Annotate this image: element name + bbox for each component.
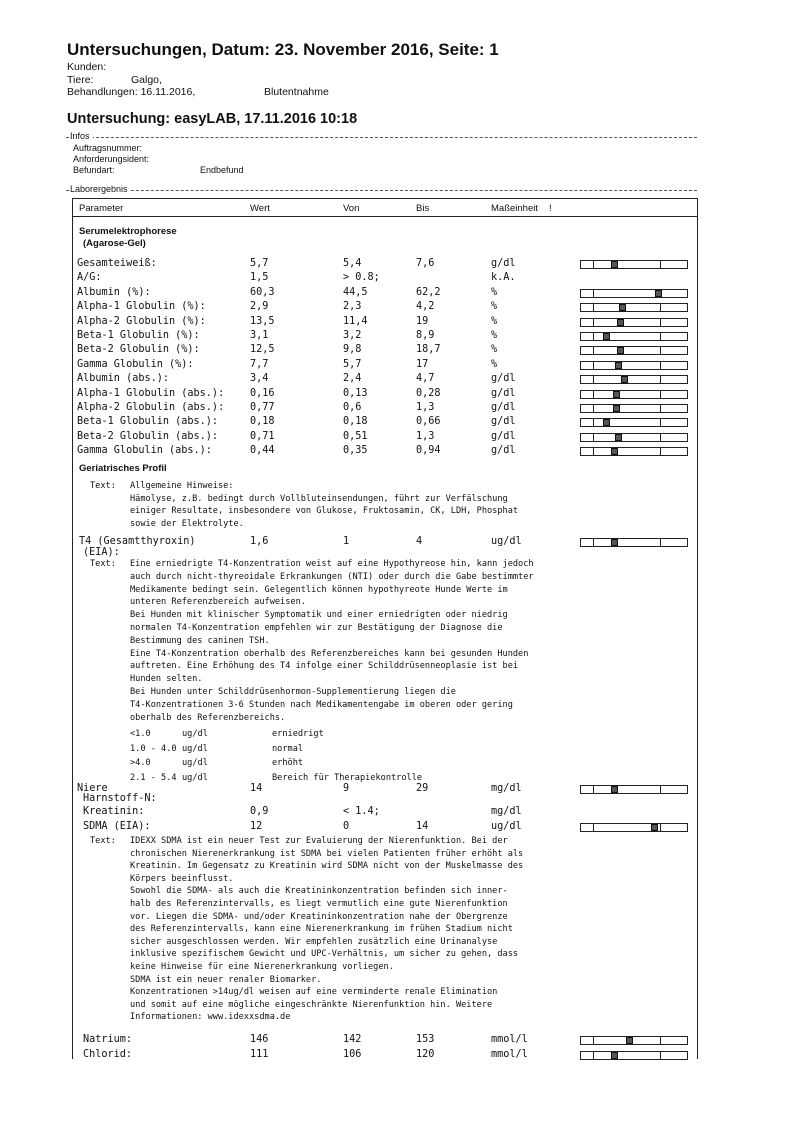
param-bis: 62,2 bbox=[416, 286, 441, 298]
harnstoff-von: 9 bbox=[343, 783, 350, 794]
param-wert: 0,18 bbox=[250, 416, 275, 428]
param-unit: % bbox=[491, 301, 498, 313]
param-bis: 4,2 bbox=[416, 301, 435, 313]
table-header-divider bbox=[72, 216, 697, 217]
value-marker bbox=[619, 304, 626, 311]
param-von: 5,7 bbox=[343, 358, 362, 370]
param-von: 2,4 bbox=[343, 373, 362, 385]
sdma-text-line: Körpers beeinflusst. bbox=[130, 873, 234, 884]
range-tick bbox=[593, 390, 594, 399]
sdma-wert: 12 bbox=[250, 821, 263, 832]
param-unit: g/dl bbox=[491, 258, 516, 269]
col-wert: Wert bbox=[250, 203, 270, 214]
param-von: 0,51 bbox=[343, 430, 368, 442]
param-name: Gamma Globulin (abs.): bbox=[77, 445, 212, 457]
auftrag-label: Auftragsnummer: bbox=[73, 143, 143, 153]
range-bar bbox=[580, 1036, 688, 1045]
range-tick bbox=[593, 1051, 594, 1060]
param-bis: 4,7 bbox=[416, 373, 435, 385]
param-wert: 0,16 bbox=[250, 387, 275, 399]
param-von: 106 bbox=[343, 1049, 362, 1060]
t4-param-line2: (EIA): bbox=[83, 547, 120, 558]
range-tick bbox=[660, 260, 661, 269]
param-unit: % bbox=[491, 286, 498, 298]
range-tick bbox=[660, 447, 661, 456]
range-tick bbox=[660, 823, 661, 832]
param-von: 3,2 bbox=[343, 330, 362, 341]
infos-divider bbox=[66, 137, 697, 138]
param-von: 5,4 bbox=[343, 258, 362, 269]
hint-line: einiger Resultate, insbesondere von Glukose, Fruktosamin, CK, LDH, Phosphat bbox=[130, 506, 519, 517]
range-bar bbox=[580, 404, 688, 413]
sdma-text-line: Kreatinin. Im Gegensatz zu Kreatinin wird SDMA nicht von der Muskelmasse des bbox=[130, 861, 524, 872]
value-marker bbox=[611, 539, 618, 546]
value-marker bbox=[615, 434, 622, 441]
range-tick bbox=[593, 418, 594, 427]
param-wert: 5,7 bbox=[250, 258, 269, 269]
sdma-von: 0 bbox=[343, 821, 350, 832]
param-von: 0,13 bbox=[343, 387, 368, 399]
param-name: Alpha-2 Globulin (%): bbox=[77, 315, 206, 327]
labor-divider bbox=[66, 190, 697, 191]
sdma-label: SDMA (EIA): bbox=[83, 821, 151, 832]
param-name: Albumin (abs.): bbox=[77, 373, 170, 385]
befundart-value: Endbefund bbox=[200, 165, 244, 175]
sdma-text-line: Sowohl die SDMA- als auch die Kreatininkonzentration befinden sich inner- bbox=[130, 886, 508, 897]
param-name: Beta-1 Globulin (%): bbox=[77, 330, 200, 341]
harnstoff-bis: 29 bbox=[416, 783, 429, 794]
value-marker bbox=[611, 786, 618, 793]
col-masseinheit: Maßeinheit bbox=[491, 203, 538, 214]
exam-title: Untersuchung: easyLAB, 17.11.2016 10:18 bbox=[67, 111, 358, 127]
sdma-text-line: und somit auf eine mögliche eingeschränkte Nierenfunktion hin. Weitere bbox=[130, 999, 493, 1010]
range-tick bbox=[660, 390, 661, 399]
param-von: 44,5 bbox=[343, 286, 368, 298]
param-unit: k.A. bbox=[491, 272, 516, 284]
range-tick bbox=[593, 361, 594, 370]
range-tick bbox=[660, 404, 661, 413]
param-von: 0,35 bbox=[343, 445, 368, 457]
param-unit: mmol/l bbox=[491, 1034, 528, 1045]
range-tick bbox=[660, 318, 661, 327]
group-agarose-gel: (Agarose-Gel) bbox=[83, 238, 146, 249]
range-tick bbox=[593, 447, 594, 456]
befundart-label: Befundart: bbox=[73, 165, 115, 175]
range-tick bbox=[593, 404, 594, 413]
t4-range-meaning: normal bbox=[272, 743, 304, 754]
t4-text-line: unteren Referenzbereich aufweisen. bbox=[130, 597, 306, 608]
param-wert: 111 bbox=[250, 1049, 269, 1060]
col-flag: ! bbox=[549, 203, 552, 214]
param-name: Natrium: bbox=[83, 1034, 133, 1045]
range-tick bbox=[660, 375, 661, 384]
range-bar bbox=[580, 303, 688, 312]
sdma-text-line: SDMA ist ein neuer renaler Biomarker. bbox=[130, 974, 322, 985]
range-bar bbox=[580, 260, 688, 269]
sdma-text-line: Informationen: www.idexxsdma.de bbox=[130, 1012, 291, 1023]
param-bis: 153 bbox=[416, 1034, 435, 1045]
behandlungen-label: Behandlungen: 16.11.2016, bbox=[67, 86, 196, 98]
param-unit: % bbox=[491, 330, 498, 341]
param-name: Beta-2 Globulin (%): bbox=[77, 344, 200, 356]
param-von: 2,3 bbox=[343, 301, 362, 313]
harnstoff-label: Harnstoff-N: bbox=[83, 793, 157, 804]
range-bar bbox=[580, 332, 688, 341]
group-geriatrisches-profil: Geriatrisches Profil bbox=[79, 463, 167, 474]
tiere-label: Tiere: bbox=[67, 74, 94, 86]
param-unit: g/dl bbox=[491, 402, 516, 413]
sdma-text-line: chronischen Nierenerkrankung ist SDMA bei vielen Patienten früher erhöht als bbox=[130, 848, 524, 859]
t4-text-line: normalen T4-Konzentration empfehlen wir zur Bestätigung der Diagnose die bbox=[130, 623, 503, 633]
range-bar bbox=[580, 361, 688, 370]
hint-line: Hämolyse, z.B. bedingt durch Vollbluteinsendungen, führt zur Verfälschung bbox=[130, 493, 508, 504]
param-unit: g/dl bbox=[491, 416, 516, 428]
t4-bis: 4 bbox=[416, 536, 423, 547]
range-tick bbox=[660, 1051, 661, 1060]
range-tick bbox=[593, 289, 594, 298]
kreatinin-unit: mg/dl bbox=[491, 806, 522, 817]
text-label-hints: Text: bbox=[90, 481, 116, 491]
t4-range-meaning: erniedrigt bbox=[272, 729, 324, 739]
value-marker bbox=[603, 419, 610, 426]
t4-range-meaning: Bereich für Therapiekontrolle bbox=[272, 772, 423, 783]
param-name: Gesamteiweiß: bbox=[77, 258, 157, 269]
value-marker bbox=[617, 319, 624, 326]
param-name: Alpha-1 Globulin (%): bbox=[77, 301, 206, 313]
sdma-text-line: des Referenzintervalls, kann eine Nierenerkrankung im frühen Stadium nicht bbox=[130, 924, 513, 935]
value-marker bbox=[613, 391, 620, 398]
kreatinin-wert: 0,9 bbox=[250, 806, 269, 817]
range-tick bbox=[660, 538, 661, 547]
range-bar bbox=[580, 346, 688, 355]
t4-text-line: auftreten. Eine Erhöhung des T4 infolge einer Schilddrüsenneoplasie ist bei bbox=[130, 661, 519, 672]
param-unit: g/dl bbox=[491, 373, 516, 385]
t4-param-line1: T4 (Gesamtthyroxin) bbox=[79, 536, 196, 547]
t4-range-unit: ug/dl bbox=[182, 743, 208, 754]
param-von: 11,4 bbox=[343, 315, 368, 327]
param-wert: 3,1 bbox=[250, 330, 269, 341]
range-bar bbox=[580, 318, 688, 327]
param-name: Beta-1 Globulin (abs.): bbox=[77, 416, 219, 428]
param-bis: 0,28 bbox=[416, 387, 441, 399]
t4-text-line: Bei Hunden mit klinischer Symptomatik und einer erniedrigten oder niedrig bbox=[130, 610, 508, 621]
param-name: Beta-2 Globulin (abs.): bbox=[77, 430, 219, 442]
range-tick bbox=[593, 346, 594, 355]
kreatinin-von: < 1.4; bbox=[343, 806, 380, 817]
t4-text-line: Eine erniedrigte T4-Konzentration weist auf eine Hypothyreose hin, kann jedoch bbox=[130, 559, 534, 569]
param-von: > 0.8; bbox=[343, 272, 380, 284]
param-name: Alpha-2 Globulin (abs.): bbox=[77, 402, 225, 413]
t4-text-line: Eine T4-Konzentration oberhalb des Referenzbereiches kann bei gesunden Hunden bbox=[130, 648, 529, 659]
range-tick bbox=[660, 418, 661, 427]
range-bar bbox=[580, 418, 688, 427]
t4-range-bar bbox=[580, 538, 688, 547]
t4-text-line: Bestimmung des caninen TSH. bbox=[130, 635, 270, 646]
param-unit: g/dl bbox=[491, 430, 516, 442]
t4-range-value: 1.0 - 4.0 bbox=[130, 743, 177, 754]
range-bar bbox=[580, 375, 688, 384]
kreatinin-label: Kreatinin: bbox=[83, 806, 145, 817]
value-marker bbox=[603, 333, 610, 340]
param-unit: mmol/l bbox=[491, 1049, 528, 1060]
t4-von: 1 bbox=[343, 536, 350, 547]
param-wert: 1,5 bbox=[250, 272, 269, 284]
harnstoff-unit: mg/dl bbox=[491, 783, 522, 794]
col-parameter: Parameter bbox=[79, 203, 124, 214]
t4-unit: ug/dl bbox=[491, 536, 522, 547]
param-bis: 17 bbox=[416, 358, 429, 370]
param-bis: 18,7 bbox=[416, 344, 441, 356]
range-bar bbox=[580, 433, 688, 442]
t4-text-line: Hunden selten. bbox=[130, 674, 203, 685]
hint-line: Allgemeine Hinweise: bbox=[130, 481, 234, 491]
param-unit: g/dl bbox=[491, 445, 516, 457]
param-wert: 0,71 bbox=[250, 430, 275, 442]
range-tick bbox=[593, 1036, 594, 1045]
t4-range-meaning: erhöht bbox=[272, 758, 304, 769]
value-marker bbox=[615, 362, 622, 369]
param-unit: g/dl bbox=[491, 387, 516, 399]
range-tick bbox=[593, 303, 594, 312]
param-wert: 2,9 bbox=[250, 301, 269, 313]
t4-range-value: 2.1 - 5.4 bbox=[130, 772, 177, 783]
param-wert: 7,7 bbox=[250, 358, 269, 370]
range-tick bbox=[593, 538, 594, 547]
niere-label: Niere bbox=[77, 783, 108, 794]
param-von: 142 bbox=[343, 1034, 362, 1045]
param-bis: 1,3 bbox=[416, 430, 435, 442]
range-bar bbox=[580, 289, 688, 298]
range-tick bbox=[660, 1036, 661, 1045]
param-wert: 13,5 bbox=[250, 315, 275, 327]
infos-section-label: Infos bbox=[70, 131, 93, 141]
param-wert: 60,3 bbox=[250, 286, 275, 298]
tiere-value: Galgo, bbox=[131, 74, 162, 86]
sdma-text-line: IDEXX SDMA ist ein neuer Test zur Evaluierung der Nierenfunktion. Bei der bbox=[130, 836, 508, 846]
range-bar bbox=[580, 390, 688, 399]
group-serumelektrophorese: Serumelektrophorese bbox=[79, 226, 177, 237]
param-unit: % bbox=[491, 358, 498, 370]
t4-text-line: Medikamente bedingt sein. Gelegentlich können hypothyreote Hunde Werte im bbox=[130, 584, 508, 595]
sdma-bis: 14 bbox=[416, 821, 429, 832]
page-title: Untersuchungen, Datum: 23. November 2016, Seite: 1 bbox=[67, 40, 499, 59]
sdma-text-line: inklusive spezifischem Gewicht und UPC-Verhältnis, um sicher zu gehen, dass bbox=[130, 949, 519, 960]
value-marker bbox=[617, 347, 624, 354]
param-bis: 19 bbox=[416, 315, 429, 327]
value-marker bbox=[611, 1052, 618, 1059]
param-unit: % bbox=[491, 344, 498, 356]
kunden-label: Kunden: bbox=[67, 61, 107, 73]
sdma-text-line: keine Hinweise für eine Nierenerkrankung vorliegen. bbox=[130, 962, 394, 972]
value-marker bbox=[651, 824, 658, 831]
text-label-sdma: Text: bbox=[90, 836, 116, 846]
range-tick bbox=[660, 332, 661, 341]
hint-line: sowie der Elektrolyte. bbox=[130, 519, 244, 530]
param-von: 9,8 bbox=[343, 344, 362, 356]
t4-range-unit: ug/dl bbox=[182, 758, 208, 769]
param-wert: 146 bbox=[250, 1034, 269, 1045]
param-bis: 1,3 bbox=[416, 402, 435, 413]
param-bis: 7,6 bbox=[416, 258, 435, 269]
text-label-t4: Text: bbox=[90, 559, 116, 569]
sdma-text-line: halb des Referenzintervalls, es liegt vermutlich eine gute Nierenfunktion bbox=[130, 899, 508, 909]
t4-text-line: T4-Konzentrationen 3-6 Stunden nach Medikamentengabe im oberen oder gering bbox=[130, 699, 513, 710]
sdma-unit: ug/dl bbox=[491, 821, 522, 832]
t4-wert: 1,6 bbox=[250, 536, 269, 547]
sdma-range-bar bbox=[580, 823, 688, 832]
range-bar bbox=[580, 447, 688, 456]
value-marker bbox=[655, 290, 662, 297]
param-name: Gamma Globulin (%): bbox=[77, 358, 194, 370]
value-marker bbox=[621, 376, 628, 383]
t4-text-line: auch durch nicht-thyreoidale Erkrankungen (NTI) oder durch die Gabe bestimmter bbox=[130, 571, 534, 582]
param-name: Alpha-1 Globulin (abs.): bbox=[77, 387, 225, 399]
param-von: 0,18 bbox=[343, 416, 368, 428]
behandlungen-value: Blutentnahme bbox=[264, 86, 329, 98]
param-bis: 0,66 bbox=[416, 416, 441, 428]
range-tick bbox=[660, 303, 661, 312]
param-name: Chlorid: bbox=[83, 1049, 133, 1060]
param-unit: % bbox=[491, 315, 498, 327]
harnstoff-range-bar bbox=[580, 785, 688, 794]
param-name: Albumin (%): bbox=[77, 286, 151, 298]
value-marker bbox=[626, 1037, 633, 1044]
param-wert: 3,4 bbox=[250, 373, 269, 385]
t4-text-line: Bei Hunden unter Schilddrüsenhormon-Supplementierung liegen die bbox=[130, 687, 456, 697]
range-tick bbox=[660, 433, 661, 442]
t4-range-unit: ug/dl bbox=[182, 729, 208, 739]
t4-range-value: <1.0 bbox=[130, 729, 151, 739]
range-tick bbox=[660, 346, 661, 355]
range-tick bbox=[593, 433, 594, 442]
range-tick bbox=[660, 785, 661, 794]
param-von: 0,6 bbox=[343, 402, 362, 413]
range-tick bbox=[593, 375, 594, 384]
range-tick bbox=[593, 260, 594, 269]
param-wert: 0,44 bbox=[250, 445, 275, 457]
value-marker bbox=[611, 448, 618, 455]
t4-text-line: oberhalb des Referenzbereichs. bbox=[130, 712, 286, 723]
col-bis: Bis bbox=[416, 203, 430, 214]
col-von: Von bbox=[343, 203, 360, 214]
range-tick bbox=[593, 318, 594, 327]
param-bis: 120 bbox=[416, 1049, 435, 1060]
t4-range-unit: ug/dl bbox=[182, 772, 208, 783]
range-tick bbox=[593, 785, 594, 794]
labor-section-label: Laborergebnis bbox=[70, 184, 131, 194]
param-bis: 8,9 bbox=[416, 330, 435, 341]
sdma-text-line: Konzentrationen >14ug/dl weisen auf eine verminderte renale Elimination bbox=[130, 987, 498, 998]
sdma-text-line: vor. Liegen die SDMA- und/oder Kreatininkonzentration nahe der Obergrenze bbox=[130, 911, 508, 922]
param-wert: 0,77 bbox=[250, 402, 275, 413]
anforderung-label: Anforderungsident: bbox=[73, 154, 150, 164]
param-bis: 0,94 bbox=[416, 445, 441, 457]
range-tick bbox=[593, 823, 594, 832]
value-marker bbox=[613, 405, 620, 412]
param-wert: 12,5 bbox=[250, 344, 275, 356]
param-name: A/G: bbox=[77, 272, 102, 284]
range-bar bbox=[580, 1051, 688, 1060]
sdma-text-line: sicher ausgeschlossen werden. Wir empfehlen zusätzlich eine Urinanalyse bbox=[130, 936, 498, 947]
value-marker bbox=[611, 261, 618, 268]
range-tick bbox=[593, 332, 594, 341]
t4-range-value: >4.0 bbox=[130, 758, 151, 769]
range-tick bbox=[660, 361, 661, 370]
harnstoff-wert: 14 bbox=[250, 783, 263, 794]
